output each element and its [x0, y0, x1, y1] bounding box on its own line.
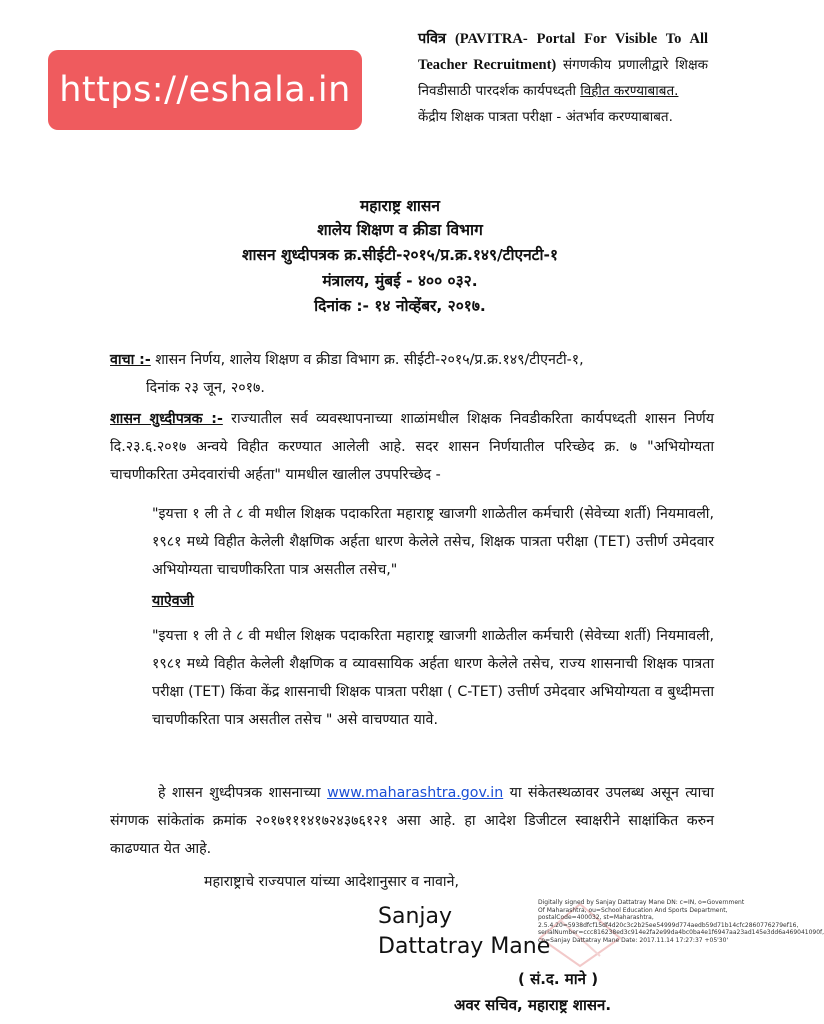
corrigendum-number: शासन शुध्दीपत्रक क्र.सीईटी-२०१५/प्र.क्र.१४९/टीएनटी-१	[241, 246, 559, 264]
governor-line: महाराष्ट्राचे राज्यपाल यांच्या आदेशानुसार व नावाने,	[204, 874, 459, 890]
read-date: दिनांक २३ जून, २०१७.	[146, 380, 265, 396]
date-line: दिनांक :- १४ नोव्हेंबर, २०१७.	[314, 297, 486, 315]
signatory-initials: ( सं.द. माने )	[518, 970, 599, 988]
corrigendum-text: राज्यातील सर्व व्यवस्थापनाच्या शाळांमधील शिक्षक निवडीकरिता कार्यपध्दती शासन निर्णय दि.२३.६.२०१७ अन्वये विहीत करण्यात आलेली आहे. सदर शासन निर्णयातील परिच्छेद क्र. ७ "अभियोग्यता चाचणीकरिता उमेदवारांची अर्हता" यामधील खालील उपपरिच्छेद -	[110, 411, 714, 483]
website-link[interactable]: www.maharashtra.gov.in	[327, 785, 504, 801]
original-clause: "इयत्ता १ ली ते ८ वी मधील शिक्षक पदाकरिता महाराष्ट्र खाजगी शाळेतील कर्मचारी (सेवेच्या शर्ती) नियमावली, १९८१ मध्ये विहीत केलेली शैक्षणिक अर्हता धारण केलेले तसेच, शिक्षक पात्रता परीक्षा (TET) उत्तीर्ण उमेदवार अभियोग्यता चाचणीकरिता पात्र असतील तसेच,"	[152, 506, 714, 578]
read-label: वाचा :-	[110, 352, 151, 368]
signatory-first-name: Sanjay	[378, 904, 453, 929]
subject-line2: केंद्रीय शिक्षक पात्रता परीक्षा - अंतर्भाव करण्याबाबत.	[418, 109, 673, 125]
corrigendum-label: शासन शुध्दीपत्रक :-	[110, 411, 223, 427]
subject-underlined: विहीत करण्याबाबत.	[580, 83, 679, 99]
replacement-clause: "इयत्ता १ ली ते ८ वी मधील शिक्षक पदाकरिता महाराष्ट्र खाजगी शाळेतील कर्मचारी (सेवेच्या शर्ती) नियमावली, १९८१ मध्ये विहीत केलेली शैक्षणिक व व्यावसायिक अर्हता धारण केलेले तसेच, राज्य शासनाची शिक्षक पात्रता परीक्षा (TET) किंवा केंद्र शासनाची शिक्षक पात्रता परीक्षा ( C-TET) उत्तीर्ण उमेदवार अभियोग्यता व बुध्दीमत्ता चाचणीकरिता पात्र असतील तसेच " असे वाचण्यात यावे.	[152, 628, 714, 728]
read-text: शासन निर्णय, शालेय शिक्षण व क्रीडा विभाग क्र. सीईटी-२०१५/प्र.क्र.१४९/टीएनटी-१,	[150, 352, 584, 368]
subject-text: संगणकीय प्रणालीद्वारे शिक्षक निवडीसाठी पारदर्शक कार्यपध्दती	[418, 57, 708, 99]
subject-block	[418, 26, 708, 130]
instead-label: याऐवजी	[152, 593, 194, 609]
digital-signature-details: Digitally signed by Sanjay Dattatray Mane DN: c=IN, o=Government Of Maharashtra, ou=School Education And Sports Department, postalCode=400032, st=Maharashtra, 2.5.4.20=5938dfcf15df4d20c3c2b25ee54999d774aedb59d71b14cfc2860776279ef16, serialNumber=ccc816238ed3c914e2fa2e99da4bc0ba4e1f6947aa23ad145e3dd6a469041090f, cn=Sanjay Dattatray Mane Date: 2017.11.14 17:27:37 +05'30'	[538, 899, 824, 944]
read-section	[110, 346, 714, 402]
government-heading: महाराष्ट्र शासन	[360, 197, 440, 215]
corrigendum-section	[110, 405, 714, 489]
closing-text-after: या संकेतस्थळावर उपलब्ध असून त्याचा संगणक सांकेतांक क्रमांक २०१७१११४१७२४३७६१२१ असा आहे. हा आदेश डिजीटल स्वाक्षरीने साक्षांकित करुन काढण्यात येत आहे.	[110, 785, 714, 857]
closing-text-before: हे शासन शुध्दीपत्रक शासनाच्या	[158, 785, 328, 801]
subject-title: पवित्र (PAVITRA- Portal For Visible To All Teacher Recruitment)	[418, 31, 708, 73]
department-heading: शालेय शिक्षण व क्रीडा विभाग	[317, 221, 483, 239]
address-line: मंत्रालय, मुंबई - ४०० ०३२.	[322, 272, 478, 290]
signatory-last-name: Dattatray Mane	[378, 934, 551, 959]
website-badge: https://eshala.in	[48, 50, 362, 130]
closing-paragraph	[110, 779, 714, 863]
signatory-designation: अवर सचिव, महाराष्ट्र शासन.	[454, 996, 612, 1014]
